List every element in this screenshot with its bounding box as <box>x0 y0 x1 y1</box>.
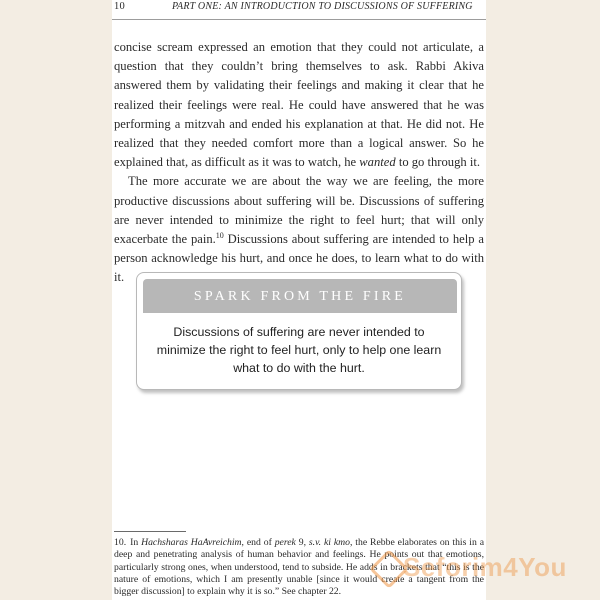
footnote-italic-b: perek <box>274 537 296 548</box>
header-rule <box>112 19 486 20</box>
footnote-text-a: In <box>130 537 142 548</box>
spark-quote: Discussions of suffering are never intended to minimize the right to feel hurt, only to help one learn what to do with the hurt. <box>156 325 442 375</box>
spark-callout-box <box>136 272 462 390</box>
footnote-text-b: , end of <box>241 537 275 548</box>
spark-title: SPARK FROM THE FIRE <box>193 289 407 304</box>
footnote-italic-a: Hachsharas HaAvreichim <box>141 537 242 548</box>
footnote-text-c: 9, <box>295 537 309 548</box>
page-number: 10 <box>114 1 125 12</box>
footnote-rule <box>114 531 186 532</box>
footnote-text-d: , the Rebbe elaborates on this in a deep and penetrating analysis of human behavior and feelings. He points out that emotions, particularly strong ones, when understood, tend to subside. He adds in brackets that “this is the nature of emotions, which I am presently unable [since it would create a tangent from the bigger discussion] to explain why it is so.” See chapter 22. <box>114 537 484 598</box>
footnote-number: 10. <box>114 537 127 548</box>
footnote-reference[interactable]: 10 <box>215 230 224 240</box>
paragraph-2-end: Discussions about suffering are intended to help a person acknowledge his hurt, and once he does, to learn what to do with it. <box>114 232 484 285</box>
emphasis-wanted: wanted <box>359 155 396 170</box>
spark-title-bar <box>143 279 457 313</box>
paragraph-1-text: concise scream expressed an emotion that they could not articulate, a question that they couldn’t bring themselves to ask. Rabbi Akiva answered them by validating their feelings and making it clear that he realized their feelings were real. He could have answered that he was performing a mitzvah and ended his explanation at that. He did not. He realized that they needed comfort more than a logical answer. So he explained that, as difficult as it was to watch, he <box>114 40 484 170</box>
page-header <box>112 0 486 14</box>
book-page <box>112 0 486 600</box>
watermark-text: Seforim4You <box>403 552 567 582</box>
running-title: PART ONE: AN INTRODUCTION TO DISCUSSIONS OF SUFFERING <box>172 1 473 12</box>
paragraph-1 <box>114 38 484 172</box>
body-text <box>114 38 484 288</box>
paragraph-2-text: The more accurate we are about the way we are feeling, the more productive discussions about suffering will be. Discussions of suffering are never intended to minimize the right to feel hurt; that will only exacerbate the pain. <box>114 174 484 247</box>
paragraph-1-end: to go through it. <box>395 155 480 170</box>
paragraph-2 <box>114 172 484 287</box>
footnote-italic-c: s.v. ki kmo <box>308 537 350 548</box>
